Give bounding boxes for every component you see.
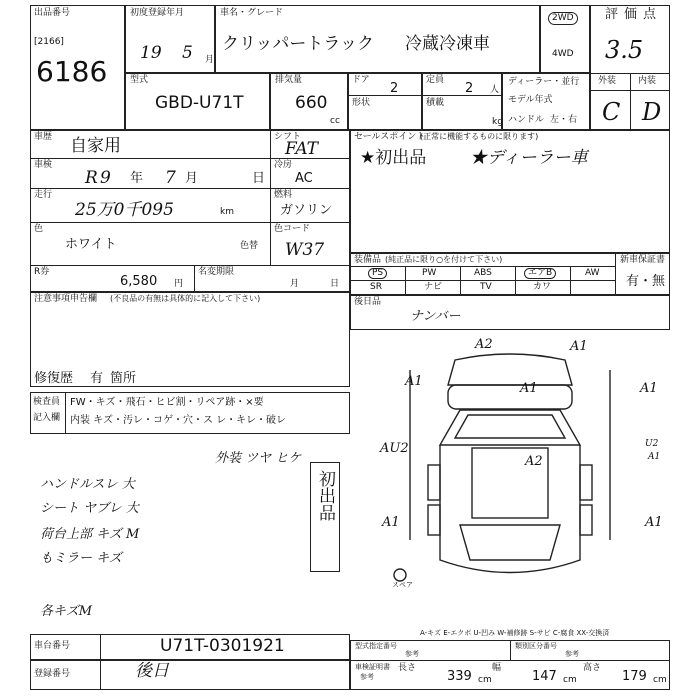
hood-outline xyxy=(448,385,572,409)
registration-label: 登録番号 xyxy=(34,669,71,679)
sales-label: セールスポイント xyxy=(354,132,426,142)
displacement-value: 660 xyxy=(295,93,328,113)
history-value: 自家用 xyxy=(70,136,121,156)
equipment-note: (純正品に限り○を付けて下さい) xyxy=(385,255,503,264)
person-unit: 人 xyxy=(490,85,500,95)
caution-box xyxy=(30,292,350,387)
sales-value-first: ★初出品 xyxy=(360,148,427,168)
chassis-value: U71T-0301921 xyxy=(160,636,285,656)
caution-label: 注意事項申告欄 xyxy=(34,294,98,304)
equip-ps: PS xyxy=(368,268,387,279)
height-value: 179 xyxy=(622,669,647,684)
vehicle-diagram xyxy=(360,330,660,600)
displacement-label: 排気量 xyxy=(275,75,303,85)
docs-value: ナンバー xyxy=(410,309,461,324)
exterior-label: 外装 xyxy=(598,76,617,86)
exterior-grade: C xyxy=(602,98,621,126)
inspector-line-1: FW・キズ・飛石・ヒビ割・リペア跡・×要 xyxy=(70,397,264,408)
note-1: ハンドルスレ 大 xyxy=(40,477,135,492)
fuel-label: 燃料 xyxy=(274,190,293,200)
cc-unit: cc xyxy=(330,116,340,126)
caution-note: (不良品の有無は具体的に記入して下さい) xyxy=(110,294,261,303)
interior-label: 内装 xyxy=(638,76,657,86)
history-label: 車歴 xyxy=(34,132,53,142)
year-unit: 年 xyxy=(130,171,144,186)
load-label: 積載 xyxy=(426,98,445,108)
shift-label: シフト xyxy=(274,132,302,142)
equip-airbag: エアB xyxy=(524,268,556,279)
fuel-value: ガソリン xyxy=(280,203,333,218)
model-year-label: モデル年式 xyxy=(508,95,553,105)
length-unit: cm xyxy=(478,675,492,685)
drive-2wd: 2WD xyxy=(548,12,578,25)
length-label: 長さ xyxy=(398,663,417,673)
sales-value-dealer: ★ディーラー車 xyxy=(470,148,588,168)
repair-label: 修復歴 xyxy=(34,371,74,386)
inspector-label-2: 記入欄 xyxy=(33,413,61,423)
mark-a1-left-rear: A1 xyxy=(382,515,400,530)
kg-unit: kg xyxy=(492,117,503,127)
name-change-day: 日 xyxy=(330,279,340,289)
width-label: 幅 xyxy=(492,663,502,673)
vehicle-cert-ref: 参考 xyxy=(360,673,374,681)
grade: 冷蔵冷凍車 xyxy=(405,34,490,54)
height-label: 高さ xyxy=(583,663,602,673)
equip-sr: SR xyxy=(370,282,382,292)
drive-4wd: 4WD xyxy=(552,49,574,59)
damage-legend: A-キズ E-エクボ U-凹み W-補修跡 S-サビ C-腐食 XX-交換済 xyxy=(420,629,610,637)
roof-outline xyxy=(448,354,572,385)
spare-tire-circle xyxy=(394,569,406,581)
type-cert-label: 型式指定番号 xyxy=(355,642,397,650)
mark-a1-top-right: A1 xyxy=(570,339,588,354)
registration-box xyxy=(30,660,350,690)
equipment-label: 装備品 xyxy=(354,255,382,265)
lot-number: 6186 xyxy=(36,55,108,88)
score-label: 評価点 xyxy=(605,7,663,22)
note-4: もミラー キズ xyxy=(40,551,122,566)
mileage-value: 25万0千095 xyxy=(75,200,174,220)
equip-abs: ABS xyxy=(474,268,492,278)
rear-outline xyxy=(460,525,560,560)
docs-label: 後日品 xyxy=(354,297,382,307)
type-label: 型式 xyxy=(130,75,149,85)
equip-navi: ナビ xyxy=(424,282,443,292)
right-front-tire xyxy=(580,465,592,500)
inspection-label: 車検 xyxy=(34,160,53,170)
capacity-label: 定員 xyxy=(426,75,445,85)
color-change-label: 色替 xyxy=(240,241,259,251)
note-2: シート ヤブレ 大 xyxy=(40,501,139,516)
spare-label: スペア xyxy=(392,581,413,589)
equip-tv: TV xyxy=(480,282,492,292)
model-name: クリッパートラック xyxy=(222,34,374,54)
shift-value: FAT xyxy=(285,139,319,159)
lot-label: 出品番号 xyxy=(34,8,71,18)
equip-pw: PW xyxy=(422,268,437,278)
color-code-value: W37 xyxy=(285,240,325,260)
session-code: [2166] xyxy=(34,37,64,47)
left-rear-tire xyxy=(428,505,440,535)
sales-note: (正常に機能するものに限ります) xyxy=(420,132,539,141)
yen-unit: 円 xyxy=(174,279,184,289)
mark-a1-right-rear: A1 xyxy=(645,515,663,530)
mark-au2-left: AU2 xyxy=(380,441,409,456)
inspector-line-2: 内装 キズ・汚レ・コゲ・穴・ス レ・キレ・破レ xyxy=(70,415,287,426)
color-label: 色 xyxy=(34,224,44,234)
repair-sub: 箇所 xyxy=(110,371,137,386)
type-value: GBD-U71T xyxy=(155,93,244,113)
height-unit: cm xyxy=(653,675,667,685)
windshield-outline xyxy=(455,415,565,438)
vehicle-cert-label: 車検証明書 xyxy=(355,663,390,671)
note-5: 各キズM xyxy=(40,604,93,619)
inspection-month: 7 xyxy=(165,168,176,188)
month-unit: 月 xyxy=(205,55,215,65)
repair-value: 有 xyxy=(90,371,104,386)
new-car-warranty-label: 新車保証書 xyxy=(620,255,666,265)
mark-a1-right-side: A1 xyxy=(648,452,661,462)
name-change-month: 月 xyxy=(290,279,300,289)
doors-label: ドア xyxy=(352,75,370,85)
recycle-value: 6,580 xyxy=(120,274,158,289)
km-unit: km xyxy=(220,207,234,217)
equip-aw: AW xyxy=(585,268,600,278)
handle-label: ハンドル xyxy=(508,115,545,125)
right-rear-tire xyxy=(580,505,592,535)
handle-value: 左・右 xyxy=(550,115,578,125)
length-value: 339 xyxy=(447,669,472,684)
inspection-year: 9 xyxy=(100,168,111,188)
ac-value: AC xyxy=(295,171,313,186)
inspector-label-1: 検査員 xyxy=(33,397,61,407)
capacity-value: 2 xyxy=(465,81,474,96)
model-label: 車名・グレード xyxy=(220,8,284,18)
body-outline xyxy=(440,445,580,573)
mark-a2-top: A2 xyxy=(475,337,493,352)
width-value: 147 xyxy=(532,669,557,684)
inspection-era: R xyxy=(85,168,98,188)
day-unit: 日 xyxy=(252,171,266,186)
mark-a2-bed: A2 xyxy=(525,454,543,469)
month-unit-2: 月 xyxy=(185,171,199,186)
new-car-warranty-value: 有・無 xyxy=(626,274,666,289)
registration-value: 後日 xyxy=(135,661,169,681)
mileage-label: 走行 xyxy=(34,190,53,200)
recycle-label: R券 xyxy=(34,267,50,277)
first-reg-label: 初度登録年月 xyxy=(130,8,185,18)
left-front-tire xyxy=(428,465,440,500)
type-cert-ref: 参考 xyxy=(405,650,419,658)
mark-a1-windshield: A1 xyxy=(520,381,538,396)
color-code-label: 色コード xyxy=(274,224,311,234)
mark-a1-left: A1 xyxy=(405,374,423,389)
dealer-label: ディーラー・並行 xyxy=(508,77,580,87)
note-3: 荷台上部 キズ M xyxy=(40,527,140,542)
mark-u2-right: U2 xyxy=(645,439,659,449)
interior-grade: D xyxy=(642,98,662,126)
docs-box xyxy=(350,295,670,330)
color-value: ホワイト xyxy=(65,237,117,252)
note-first-listing: 初出品 xyxy=(315,470,335,521)
class-label: 類別区分番号 xyxy=(515,642,557,650)
class-ref: 参考 xyxy=(565,650,579,658)
shape-label: 形状 xyxy=(352,98,371,108)
note-exterior: 外装 ツヤ ヒケ xyxy=(215,451,302,466)
first-reg-year: 19 xyxy=(140,43,162,63)
doors-value: 2 xyxy=(390,81,399,96)
chassis-label: 車台番号 xyxy=(34,641,71,651)
equip-leather: カワ xyxy=(533,282,552,292)
first-reg-month: 5 xyxy=(182,43,193,63)
ac-label: 冷房 xyxy=(274,160,293,170)
width-unit: cm xyxy=(563,675,577,685)
name-change-label: 名変期限 xyxy=(198,267,235,277)
score: 3.5 xyxy=(605,36,644,64)
mark-a1-right: A1 xyxy=(640,381,658,396)
